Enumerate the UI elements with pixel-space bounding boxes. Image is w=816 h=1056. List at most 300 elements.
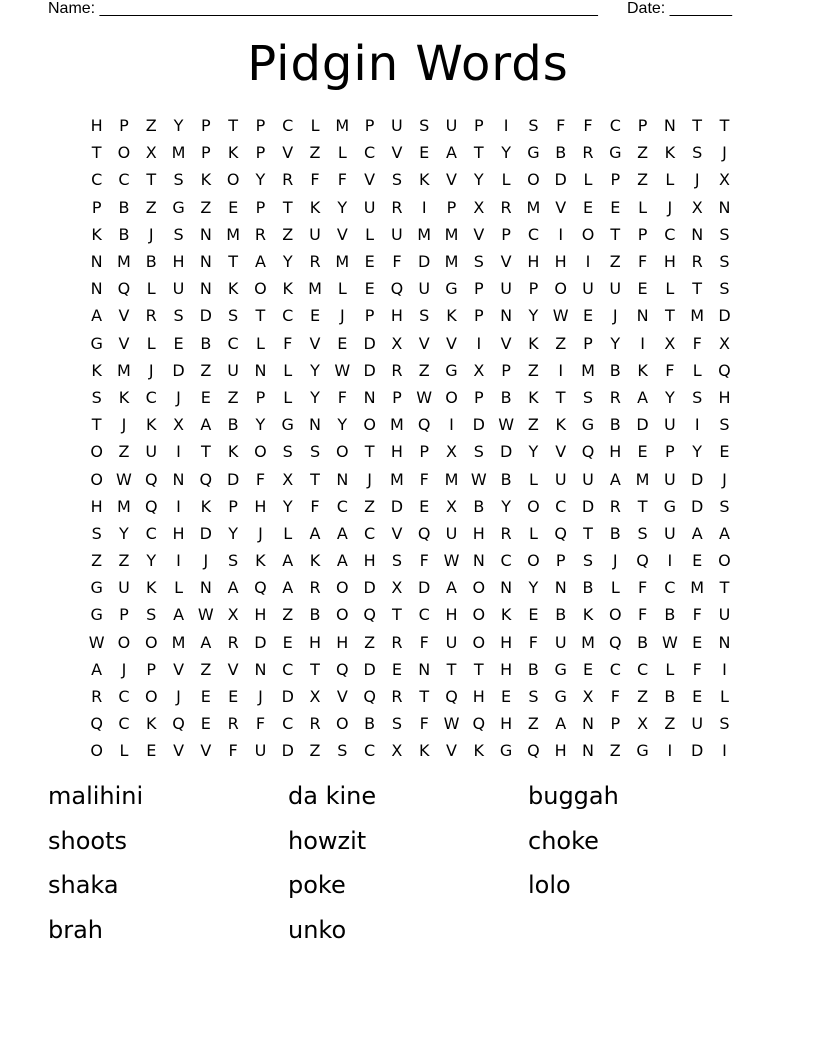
grid-cell: Y — [119, 523, 129, 543]
grid-cell: P — [637, 116, 648, 136]
grid-cell: O — [254, 442, 267, 462]
grid-cell: B — [200, 333, 212, 353]
grid-cell: X — [637, 714, 649, 734]
grid-cell: M — [117, 360, 131, 380]
grid-cell: T — [692, 116, 703, 136]
grid-cell: O — [718, 551, 731, 571]
grid-cell: S — [528, 116, 539, 136]
grid-cell: L — [283, 523, 293, 543]
grid-cell: U — [445, 523, 458, 543]
grid-cell: B — [500, 387, 512, 407]
grid-cell: O — [144, 632, 158, 652]
grid-cell: D — [281, 687, 294, 707]
grid-cell: E — [692, 632, 703, 652]
grid-cell: B — [118, 224, 130, 244]
word-list-item: lolo — [528, 871, 571, 899]
grid-cell: A — [446, 578, 457, 598]
grid-cell: D — [172, 360, 185, 380]
grid-cell: P — [119, 605, 129, 625]
grid-cell: V — [200, 741, 212, 761]
grid-cell: M — [390, 469, 404, 489]
grid-cell: F — [337, 387, 347, 407]
grid-cell: N — [309, 415, 321, 435]
grid-cell: H — [500, 714, 513, 734]
grid-cell: J — [176, 687, 181, 707]
grid-cell: F — [310, 170, 320, 190]
grid-cell: O — [117, 143, 131, 163]
grid-cell: C — [145, 523, 157, 543]
grid-cell: U — [582, 469, 594, 489]
grid-cell: E — [200, 387, 211, 407]
word-list-item: malihini — [48, 782, 144, 810]
grid-cell: P — [501, 360, 511, 380]
grid-cell: S — [419, 306, 430, 326]
grid-cell: X — [473, 197, 485, 217]
grid-cell: P — [610, 170, 621, 190]
grid-cell: P — [228, 496, 238, 516]
grid-cell: E — [637, 279, 648, 299]
grid-cell: M — [335, 252, 350, 272]
grid-cell: C — [282, 116, 294, 136]
grid-cell: E — [228, 687, 239, 707]
grid-cell: Q — [527, 741, 540, 761]
grid-cell: E — [692, 687, 703, 707]
grid-cell: S — [528, 687, 539, 707]
grid-cell: Y — [501, 496, 511, 516]
grid-cell: Q — [90, 714, 103, 734]
grid-cell: G — [281, 415, 294, 435]
grid-cell: S — [719, 415, 730, 435]
grid-cell: O — [336, 714, 349, 734]
grid-cell: J — [612, 306, 618, 326]
grid-cell: L — [638, 197, 648, 217]
grid-cell: J — [258, 523, 263, 543]
grid-cell: U — [582, 279, 594, 299]
grid-cell: C — [364, 741, 376, 761]
grid-cell: X — [227, 605, 239, 625]
grid-cell: Q — [554, 523, 567, 543]
grid-cell: X — [391, 741, 403, 761]
grid-cell: Z — [309, 143, 321, 163]
grid-cell: B — [609, 523, 621, 543]
grid-cell: P — [473, 279, 484, 299]
grid-cell: O — [445, 387, 458, 407]
grid-cell: E — [309, 306, 321, 326]
grid-cell: Z — [118, 551, 130, 571]
grid-cell: E — [364, 279, 375, 299]
grid-cell: V — [446, 333, 457, 353]
grid-cell: X — [173, 415, 185, 435]
page-title: Pidgin Words — [247, 36, 569, 92]
grid-cell: A — [91, 306, 103, 326]
grid-cell: Z — [118, 442, 130, 462]
grid-cell: R — [391, 687, 403, 707]
grid-cell: L — [119, 741, 129, 761]
grid-cell: S — [228, 306, 239, 326]
grid-cell: U — [418, 279, 431, 299]
grid-cell: K — [200, 496, 212, 516]
grid-cell: Z — [309, 741, 321, 761]
grid-cell: U — [718, 605, 731, 625]
word-list-item: buggah — [528, 782, 619, 810]
grid-cell: R — [391, 360, 403, 380]
grid-cell: K — [309, 197, 321, 217]
grid-cell: N — [691, 224, 704, 244]
grid-cell: B — [473, 496, 485, 516]
grid-cell: D — [691, 741, 704, 761]
letter-grid — [83, 112, 738, 765]
grid-cell: T — [446, 659, 457, 679]
grid-cell: T — [692, 279, 703, 299]
grid-cell: V — [500, 333, 512, 353]
grid-cell: H — [390, 306, 403, 326]
grid-cell: C — [527, 224, 539, 244]
grid-cell: Z — [282, 224, 294, 244]
grid-cell: D — [199, 306, 212, 326]
grid-cell: N — [363, 387, 376, 407]
grid-cell: K — [255, 551, 266, 571]
date-field-label: Date: _______ — [627, 0, 732, 17]
grid-cell: I — [667, 741, 673, 761]
grid-cell: T — [228, 252, 239, 272]
grid-cell: L — [310, 116, 320, 136]
grid-cell: P — [364, 116, 375, 136]
grid-cell: R — [309, 252, 321, 272]
grid-cell: P — [255, 143, 266, 163]
grid-cell: B — [664, 605, 676, 625]
grid-cell: N — [172, 469, 185, 489]
grid-cell: R — [282, 170, 294, 190]
grid-cell: O — [527, 170, 540, 190]
grid-cell: I — [176, 496, 181, 516]
grid-cell: L — [174, 578, 183, 598]
grid-cell: P — [91, 197, 102, 217]
grid-cell: K — [91, 360, 102, 380]
grid-cell: W — [470, 469, 487, 489]
grid-cell: M — [117, 496, 131, 516]
grid-cell: P — [119, 116, 129, 136]
grid-cell: G — [90, 605, 103, 625]
grid-cell: A — [254, 252, 266, 272]
grid-cell: V — [555, 197, 567, 217]
grid-cell: F — [637, 578, 648, 598]
grid-cell: F — [637, 252, 648, 272]
grid-cell: H — [254, 496, 267, 516]
word-list-item: choke — [528, 826, 599, 855]
grid-cell: G — [499, 741, 513, 761]
grid-cell: H — [554, 741, 567, 761]
grid-cell: A — [282, 551, 294, 571]
grid-cell: P — [583, 333, 593, 353]
grid-cell: L — [255, 333, 265, 353]
grid-cell: Y — [610, 333, 621, 353]
grid-cell: P — [528, 279, 539, 299]
grid-cell: K — [664, 143, 676, 163]
grid-cell: Z — [145, 197, 157, 217]
grid-cell: T — [282, 197, 293, 217]
grid-cell: S — [391, 551, 402, 571]
grid-cell: M — [690, 578, 705, 598]
grid-cell: M — [581, 632, 595, 652]
grid-cell: V — [336, 687, 348, 707]
grid-cell: Y — [528, 442, 539, 462]
grid-cell: Z — [364, 632, 376, 652]
grid-cell: J — [121, 415, 127, 435]
grid-cell: X — [473, 360, 485, 380]
grid-cell: F — [610, 687, 620, 707]
grid-cell: Z — [609, 741, 621, 761]
header — [48, 0, 748, 20]
grid-cell: D — [363, 333, 376, 353]
grid-cell: D — [691, 496, 704, 516]
grid-cell: J — [203, 551, 209, 571]
grid-cell: Q — [363, 605, 376, 625]
grid-cell: U — [309, 224, 321, 244]
grid-cell: B — [609, 360, 621, 380]
grid-cell: J — [148, 224, 154, 244]
word-list-item: da kine — [288, 782, 377, 810]
grid-cell: C — [145, 387, 157, 407]
grid-cell: S — [473, 442, 484, 462]
grid-cell: M — [226, 224, 241, 244]
grid-cell: Q — [144, 469, 158, 489]
grid-cell: C — [91, 170, 103, 190]
grid-cell: Z — [91, 551, 103, 571]
grid-cell: P — [610, 714, 621, 734]
grid-cell: F — [255, 714, 266, 734]
grid-cell: U — [664, 415, 676, 435]
grid-cell: U — [445, 632, 458, 652]
grid-cell: S — [582, 387, 594, 407]
grid-cell: F — [419, 714, 429, 734]
grid-cell: E — [200, 714, 211, 734]
grid-cell: L — [146, 333, 156, 353]
grid-cell: Y — [473, 170, 484, 190]
grid-cell: Z — [637, 143, 649, 163]
grid-cell: S — [582, 551, 594, 571]
grid-cell: O — [226, 170, 240, 190]
grid-cell: F — [583, 116, 593, 136]
grid-cell: A — [173, 605, 185, 625]
grid-cell: Q — [608, 632, 622, 652]
grid-cell: Z — [200, 659, 212, 679]
grid-cell: J — [367, 469, 372, 489]
grid-cell: A — [200, 632, 212, 652]
grid-cell: E — [528, 605, 539, 625]
grid-cell: Z — [145, 116, 157, 136]
grid-cell: H — [554, 252, 567, 272]
grid-cell: T — [310, 469, 320, 489]
grid-cell: G — [581, 415, 595, 435]
word-list-item: shoots — [48, 826, 127, 855]
grid-cell: T — [255, 306, 266, 326]
grid-cell: R — [91, 687, 103, 707]
grid-cell: X — [282, 469, 294, 489]
grid-cell: S — [719, 496, 730, 516]
grid-cell: M — [417, 224, 432, 244]
grid-cell: D — [390, 496, 404, 516]
grid-cell: P — [255, 116, 266, 136]
grid-cell: L — [501, 170, 511, 190]
word-list-item: poke — [288, 871, 346, 899]
grid-cell: R — [254, 224, 266, 244]
grid-cell: N — [199, 252, 212, 272]
grid-cell: S — [228, 551, 239, 571]
grid-cell: Y — [255, 170, 266, 190]
grid-cell: G — [636, 741, 649, 761]
grid-cell: U — [391, 116, 403, 136]
grid-cell: D — [499, 442, 513, 462]
grid-cell: F — [310, 496, 320, 516]
grid-cell: E — [582, 659, 594, 679]
grid-cell: Q — [254, 578, 267, 598]
grid-cell: W — [88, 632, 105, 652]
grid-cell: I — [421, 197, 427, 217]
grid-cell: T — [419, 687, 430, 707]
grid-cell: E — [364, 252, 375, 272]
grid-cell: W — [443, 551, 460, 571]
grid-cell: T — [91, 415, 102, 435]
grid-cell: K — [91, 224, 102, 244]
grid-cell: N — [554, 578, 567, 598]
grid-cell: F — [283, 333, 293, 353]
grid-cell: T — [200, 442, 211, 462]
grid-cell: B — [145, 252, 157, 272]
grid-cell: A — [691, 523, 703, 543]
grid-cell: T — [610, 224, 621, 244]
grid-cell: U — [227, 360, 239, 380]
grid-cell: I — [722, 741, 727, 761]
grid-cell: T — [583, 523, 593, 543]
grid-cell: J — [694, 170, 700, 190]
grid-cell: J — [722, 469, 727, 489]
grid-cell: V — [555, 442, 567, 462]
grid-cell: M — [390, 415, 404, 435]
grid-cell: D — [363, 578, 376, 598]
grid-cell: Z — [364, 496, 376, 516]
grid-cell: Y — [528, 578, 539, 598]
grid-cell: S — [637, 523, 648, 543]
grid-cell: M — [308, 279, 322, 299]
grid-cell: D — [199, 523, 212, 543]
grid-cell: H — [363, 551, 376, 571]
grid-cell: E — [228, 197, 239, 217]
grid-cell: V — [173, 659, 185, 679]
grid-cell: N — [500, 306, 513, 326]
grid-cell: Y — [282, 252, 293, 272]
grid-cell: V — [336, 224, 348, 244]
grid-cell: L — [665, 170, 675, 190]
grid-cell: H — [172, 523, 185, 543]
grid-cell: H — [718, 387, 731, 407]
grid-cell: V — [500, 252, 512, 272]
grid-cell: Y — [337, 197, 348, 217]
grid-cell: V — [118, 333, 130, 353]
grid-cell: I — [176, 551, 181, 571]
grid-cell: T — [637, 496, 648, 516]
grid-cell: O — [608, 605, 622, 625]
grid-cell: B — [500, 469, 512, 489]
grid-cell: X — [718, 170, 730, 190]
grid-cell: J — [667, 197, 673, 217]
grid-cell: B — [664, 687, 676, 707]
grid-cell: X — [664, 333, 676, 353]
grid-cell: N — [636, 306, 649, 326]
grid-cell: F — [419, 469, 429, 489]
grid-cell: H — [527, 252, 540, 272]
grid-cell: M — [635, 469, 650, 489]
grid-cell: Y — [310, 387, 320, 407]
grid-cell: H — [336, 632, 349, 652]
grid-cell: H — [663, 252, 676, 272]
grid-cell: C — [500, 551, 512, 571]
grid-cell: C — [118, 714, 130, 734]
grid-cell: P — [255, 197, 266, 217]
grid-cell: C — [664, 224, 676, 244]
grid-cell: R — [227, 714, 239, 734]
grid-cell: N — [90, 279, 103, 299]
grid-cell: T — [91, 143, 102, 163]
grid-cell: N — [199, 279, 212, 299]
grid-cell: F — [392, 252, 402, 272]
grid-cell: C — [282, 714, 294, 734]
grid-cell: S — [173, 306, 184, 326]
grid-cell: Z — [664, 714, 676, 734]
grid-cell: K — [528, 387, 539, 407]
grid-cell: Y — [692, 442, 703, 462]
grid-cell: Z — [527, 360, 539, 380]
grid-cell: T — [146, 170, 157, 190]
grid-cell: O — [554, 279, 567, 299]
grid-cell: U — [554, 632, 567, 652]
grid-cell: H — [172, 252, 185, 272]
grid-cell: O — [472, 578, 486, 598]
grid-cell: D — [581, 496, 595, 516]
grid-cell: D — [554, 170, 567, 190]
grid-cell: N — [199, 224, 212, 244]
grid-cell: I — [640, 333, 645, 353]
grid-cell: A — [336, 523, 348, 543]
grid-cell: S — [91, 387, 102, 407]
grid-cell: Q — [445, 687, 458, 707]
grid-cell: S — [473, 252, 484, 272]
grid-cell: O — [472, 605, 486, 625]
grid-cell: C — [227, 333, 239, 353]
grid-cell: Y — [501, 143, 511, 163]
grid-cell: K — [145, 415, 157, 435]
grid-cell: X — [582, 687, 594, 707]
grid-cell: Q — [636, 551, 649, 571]
grid-cell: C — [555, 496, 567, 516]
grid-cell: B — [582, 578, 594, 598]
grid-cell: O — [144, 687, 158, 707]
grid-cell: S — [719, 252, 730, 272]
grid-cell: E — [419, 496, 430, 516]
grid-cell: O — [472, 632, 486, 652]
grid-cell: T — [364, 442, 375, 462]
grid-cell: J — [121, 659, 127, 679]
grid-cell: U — [391, 224, 403, 244]
grid-cell: G — [445, 360, 458, 380]
grid-cell: H — [500, 659, 513, 679]
grid-cell: D — [718, 306, 731, 326]
grid-cell: O — [90, 469, 103, 489]
grid-cell: A — [446, 143, 457, 163]
grid-cell: A — [227, 578, 239, 598]
grid-cell: B — [555, 605, 567, 625]
grid-cell: Z — [555, 333, 567, 353]
grid-cell: S — [391, 170, 402, 190]
